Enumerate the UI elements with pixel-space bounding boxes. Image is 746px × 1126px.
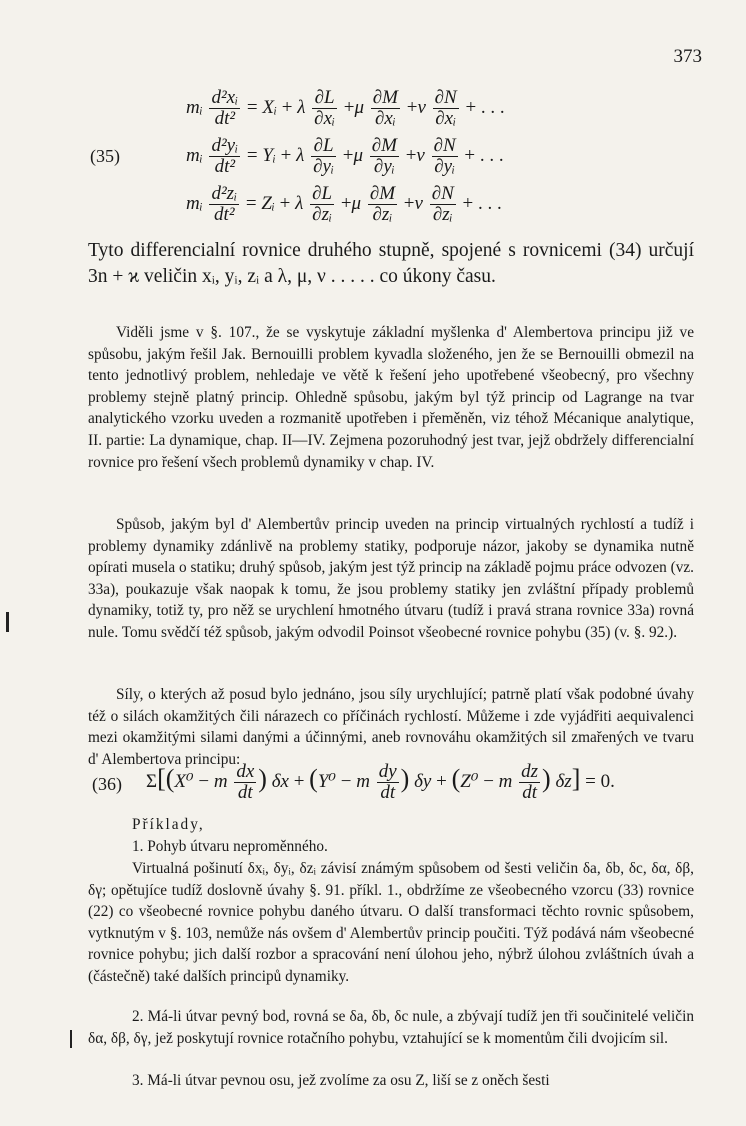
- equation-35-row-z: mᵢ $\frac{\text{d²zᵢ}}{\text{dt²}}$ = Zᵢ + λ $\frac{\partial L}{\text{∂zᵢ}}$ +μ $\frac{\partial M}{\text{∂zᵢ}}$ +ν $\frac{\partial N}{\text{∂zᵢ}}$ + . . .: [186, 183, 502, 225]
- margin-mark: [6, 612, 9, 632]
- paragraph-3: Spůsob, jakým byl d' Alembertův princip uveden na princip virtualných rychlostí a tudíž i problemy dynamiky zdánlivě na problemy statiky, podporuje názor, jakoby se dynamika nutně opírati musela o statiku; druhý spůsob, jakým jest týž princip na základě pojmu práce odvozen (vz. 33a), poukazuje však naopak k tomu, že jsou problemy statiky jen zvláštní případy problemů dynamiky, totiž ty, pro něž se urychlení hmotného útvaru (tudíž i pravá strana rovnice 33a) rovná nule. Tomu svědčí též spůsob, jakým odvodil Poinsot všeobecné rovnice pohybu (35) (v. §. 92.).: [88, 516, 694, 641]
- item-1-title: 1. Pohyb útvaru neproměnného.: [132, 838, 328, 855]
- margin-mark-2: [70, 1030, 72, 1048]
- equation-35-row-y: mᵢ $\frac{\text{d²yᵢ}}{\text{dt²}}$ = Yᵢ + λ $\frac{\partial L}{\text{∂yᵢ}}$ +μ $\frac{\partial M}{\text{∂yᵢ}}$ +ν $\frac{\partial N}{\text{∂yᵢ}}$ + . . .: [186, 135, 504, 177]
- equation-35-label: (35): [90, 146, 120, 166]
- paragraph-6: 2. Má-li útvar pevný bod, rovná se δa, δb, δc nule, a zbývají tudíž jen tři součinitelé veličin δα, δβ, δγ, jež poskytují rovnice rotačního pohybu, vztahující se k momentům čili dvojicím sil.: [88, 1008, 694, 1047]
- paragraph-2: Viděli jsme v §. 107., že se vyskytuje základní myšlenka d' Alembertova principu již ve spůsobu, jakým řešil Jak. Bernouilli problem kyvadla složeného, jen že se Bernouilli obmezil na tento jednotlivý problem, nehledaje ve větě k řešení jeho upotřebené všeobecný, pro všechny problemy stejně platný princip. Ohledně spůsobu, jakým byl týž princip od Lagrange na tvar analytického vzorku uveden a rozmanitě upotřeben i přeměněn, viz téhož Mécanique analytique, II. partie: La dynamique, chap. II—IV. Zejmena pozoruhodný jest tvar, jejž obdržely differencialní rovnice pro řešení všech problemů dynamiky v chap. IV.: [88, 324, 694, 471]
- equation-36: (36) Σ[(X⁰ − m $\frac{dx}{dt}$ ) δx + (Y⁰ − m $\frac{dy}{dt}$ ) δy + (Z⁰ − m $\frac{dz}{dt}$ ) δz] = 0.: [92, 761, 615, 803]
- paragraph-1: Tyto differencialní rovnice druhého stupně, spojené s rovnicemi (34) určují 3n + ϰ veličin xᵢ, yᵢ, zᵢ a λ, μ, ν . . . . . co úkony času.: [88, 240, 694, 287]
- equation-35-row-x: mᵢ $\frac{\text{d²xᵢ}}{\text{dt²}}$ = Xᵢ + λ $\frac{\partial L}{\text{∂xᵢ}}$ +μ $\frac{\partial M}{\text{∂xᵢ}}$ +ν $\frac{\partial N}{\text{∂xᵢ}}$ + . . .: [186, 87, 505, 129]
- paragraph-4: Síly, o kterých až posud bylo jednáno, jsou síly urychlující; patrně platí však podobné úvahy též o silách okamžitých čili nárazech co příčinách rychlostí. Můžeme i zde vyjádřiti aequivalenci mezi okamžitými silami danými a účinnými, aneb rovnováhu okamžitých sil zmařených ve tvaru d' Alembertova principu:: [88, 686, 694, 768]
- section-heading: Příklady,: [132, 816, 205, 833]
- equation-36-label: (36): [92, 774, 122, 794]
- paragraph-7: 3. Má-li útvar pevnou osu, jež zvolíme za osu Z, liší se z oněch šesti: [132, 1072, 550, 1089]
- page-number: 373: [673, 46, 702, 67]
- equation-35: [0, 88, 746, 238]
- paragraph-5: Virtualná pošinutí δxᵢ, δyᵢ, δzᵢ závisí známým spůsobem od šesti veličin δa, δb, δc, δα, δβ, δγ; opětujíce tudíž doslovně úvahy §. 91. příkl. 1., obdržíme ze všeobecného vzorcu (33) rovnice (22) co všeobecné rovnice pohybu daného útvaru. O další transformaci těchto rovnic spůsobem, vytknutým v §. 103, nemůže nás ovšem d' Alembertův princip poučiti. Týž podává nám všeobecné rovnice pohybu; jich další rozbor a spracování není úlohou jeho, nýbrž úlohou zvláštních úvah a (částečně) také dalších principů dynamiky.: [88, 860, 694, 985]
